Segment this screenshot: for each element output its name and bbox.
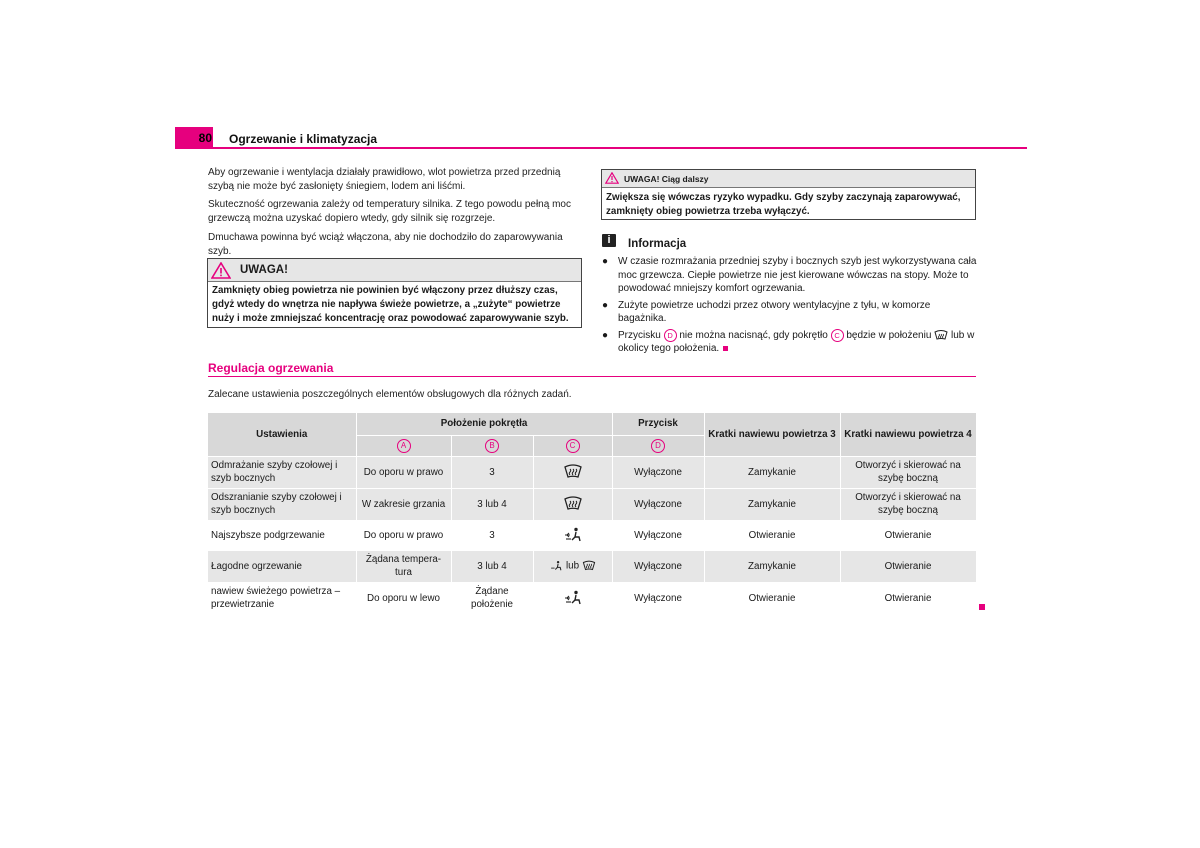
table-row xyxy=(208,520,976,550)
knob-c-cell xyxy=(533,488,612,520)
vent-3-cell: Zamykanie xyxy=(704,550,840,582)
header-letter-b xyxy=(451,435,533,456)
windshield-defrost-icon xyxy=(582,560,596,572)
header-letter-a xyxy=(356,435,451,456)
knob-b-cell: 3 lub 4 xyxy=(451,488,533,520)
footwell-airflow-icon xyxy=(549,559,563,573)
info-item xyxy=(602,255,978,296)
knob-b-cell: 3 xyxy=(451,456,533,488)
info-item-text: będzie w położeniu xyxy=(846,329,932,341)
setting-cell: Łagodne ogrzewanie xyxy=(208,550,356,582)
knob-a-cell: Do oporu w prawo xyxy=(356,520,451,550)
setting-cell: Odszranianie szyby czołowej i szyb bocznych xyxy=(208,488,356,520)
warning-triangle-icon xyxy=(605,172,619,184)
vent-3-cell: Zamykanie xyxy=(704,488,840,520)
footwell-airflow-icon xyxy=(563,590,583,606)
knob-a-cell: Żądana tempera- tura xyxy=(356,550,451,582)
info-item xyxy=(602,299,978,326)
control-c-label: C xyxy=(566,439,580,453)
header-vent-4: Kratki nawiewu powietrza 4 xyxy=(840,413,976,456)
warning-continued-title: UWAGA! Ciąg dalszy xyxy=(624,174,709,184)
paragraph-engine-temperature: Skuteczność ogrzewania zależy od temperatury silnika. Z tego powodu pełną moc grzewczą można uzyskać dopiero wtedy, gdy silnik się rozgrzeje. xyxy=(208,199,571,224)
control-a-label: A xyxy=(397,439,411,453)
info-title: Informacja xyxy=(628,238,687,250)
section-intro: Zalecane ustawienia poszczególnych elementów obsługowych dla różnych zadań. xyxy=(208,389,572,400)
end-mark xyxy=(979,604,985,610)
knob-b-cell: 3 xyxy=(451,520,533,550)
header-button: Przycisk xyxy=(612,413,704,435)
knob-c-cell xyxy=(533,550,612,582)
vent-4-cell: Otworzyć i skierować na szybę boczną xyxy=(840,456,976,488)
header-rule xyxy=(213,147,1027,149)
setting-cell: Odmrażanie szyby czołowej i szyb bocznych xyxy=(208,456,356,488)
end-mark xyxy=(723,346,728,351)
setting-cell: Najszybsze podgrzewanie xyxy=(208,520,356,550)
vent-4-cell: Otwieranie xyxy=(840,550,976,582)
info-item-text: Zużyte powietrze uchodzi przez otwory wentylacyjne z tyłu, w komorze bagażnika. xyxy=(618,299,931,324)
table-body xyxy=(208,456,976,614)
vent-4-cell: Otwieranie xyxy=(840,582,976,614)
setting-cell: nawiew świeżego powietrza – przewietrzanie xyxy=(208,582,356,614)
bullet: ● xyxy=(602,256,609,267)
vent-3-cell: Otwieranie xyxy=(704,520,840,550)
info-item-text: nie można nacisnąć, gdy pokrętło xyxy=(679,329,828,341)
header-settings: Ustawienia xyxy=(208,413,356,456)
footwell-airflow-icon xyxy=(563,527,583,543)
or-text: lub xyxy=(565,560,580,572)
button-d-cell: Wyłączone xyxy=(612,550,704,582)
button-d-cell: Wyłączone xyxy=(612,456,704,488)
knob-c-cell xyxy=(533,456,612,488)
header-knob-position: Położenie pokrętła xyxy=(356,413,612,435)
windshield-defrost-icon xyxy=(934,330,948,341)
bullet: ● xyxy=(602,299,609,311)
section-title: Regulacja ogrzewania xyxy=(208,361,334,375)
knob-b-cell: 3 lub 4 xyxy=(451,550,533,582)
control-c-label: C xyxy=(831,329,844,342)
vent-4-cell: Otwieranie xyxy=(840,520,976,550)
table-row xyxy=(208,582,976,614)
chapter-title: Ogrzewanie i klimatyzacja xyxy=(229,132,378,146)
info-list xyxy=(602,255,978,359)
bullet: ● xyxy=(602,329,609,341)
knob-c-cell xyxy=(533,582,612,614)
info-item-text: Przycisku xyxy=(618,329,661,341)
table-row xyxy=(208,550,976,582)
header-letter-d xyxy=(612,435,704,456)
windshield-defrost-icon xyxy=(563,496,583,512)
button-d-cell: Wyłączone xyxy=(612,520,704,550)
button-d-cell: Wyłączone xyxy=(612,582,704,614)
knob-b-cell: Żądane położenie xyxy=(451,582,533,614)
header-letter-c xyxy=(533,435,612,456)
table-row xyxy=(208,456,976,488)
warning-triangle-icon xyxy=(211,262,231,279)
warning-continued-text: Zwiększa się wówczas ryzyko wypadku. Gdy szyby zaczynają zaparowywać, zamknięty obieg powietrza trzeba wyłączyć. xyxy=(606,192,961,217)
info-item-text: lub w okolicy tego położenia. xyxy=(618,329,975,355)
control-b-label: B xyxy=(485,439,499,453)
knob-a-cell: Do oporu w lewo xyxy=(356,582,451,614)
paragraph-blower: Dmuchawa powinna być wciąż włączona, aby nie dochodziło do zaparowywania szyb. xyxy=(208,232,563,257)
warning-text: Zamknięty obieg powietrza nie powinien być włączony przez dłuższy czas, gdyż wtedy do wnętrza nie napływa świeże powietrze, a „zużyte“ powietrze nuży i może zmniejszać koncentrację oraz powodować zaparowywanie szyb. xyxy=(212,285,569,324)
info-item-text: W czasie rozmrażania przedniej szyby i bocznych szyb jest wykorzystywana cała moc grzewcza. Ciepłe powietrze nie jest kierowane wówczas na stopy. Może to powodować mniejszy komfort ogrzewania. xyxy=(618,256,977,294)
info-icon: i xyxy=(602,234,616,247)
knob-a-cell: W zakresie grzania xyxy=(356,488,451,520)
table-row xyxy=(208,488,976,520)
control-d-label: D xyxy=(664,329,677,342)
vent-4-cell: Otworzyć i skierować na szybę boczną xyxy=(840,488,976,520)
header-vent-3: Kratki nawiewu powietrza 3 xyxy=(704,413,840,456)
info-item xyxy=(602,329,978,356)
warning-title: UWAGA! xyxy=(240,264,288,276)
knob-c-cell xyxy=(533,520,612,550)
page-number: 80 xyxy=(198,131,212,145)
button-d-cell: Wyłączone xyxy=(612,488,704,520)
windshield-defrost-icon xyxy=(563,464,583,480)
control-d-label: D xyxy=(651,439,665,453)
knob-a-cell: Do oporu w prawo xyxy=(356,456,451,488)
paragraph-air-intake: Aby ogrzewanie i wentylacja działały prawidłowo, wlot powietrza przed przednią szybą nie może być zasłonięty śniegiem, lodem ani liśćmi. xyxy=(208,167,561,192)
section-rule xyxy=(208,376,976,377)
settings-table xyxy=(208,413,977,615)
vent-3-cell: Otwieranie xyxy=(704,582,840,614)
vent-3-cell: Zamykanie xyxy=(704,456,840,488)
